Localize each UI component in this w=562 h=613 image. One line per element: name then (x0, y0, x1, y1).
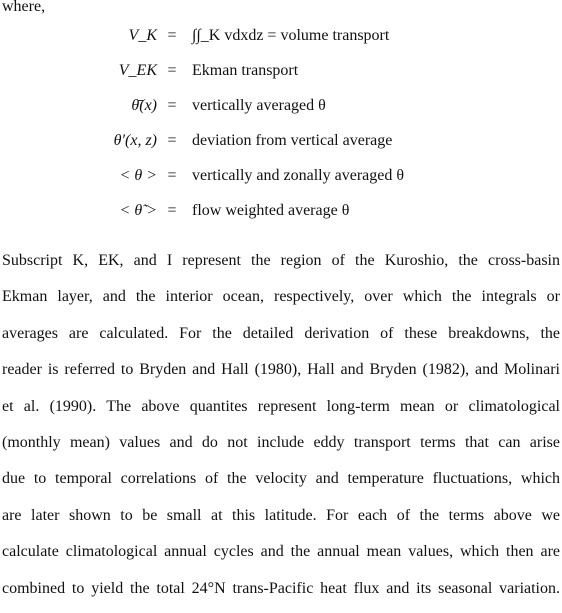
equals-sign: = (167, 202, 177, 219)
definition-description: vertically and zonally averaged θ (192, 167, 405, 184)
definition-description: flow weighted average θ (192, 202, 350, 219)
paragraph-line: Subscript K, EK, and I represent the region of the Kuroshio, the cross-basin (2, 252, 560, 269)
definition-symbol: < θ > (119, 167, 157, 184)
equals-sign: = (167, 97, 177, 114)
definition-symbol: θ′(x, z) (113, 132, 157, 149)
definition-symbol: V_EK (118, 62, 157, 79)
definition-description: ∫∫_K vdxdz = volume transport (192, 27, 390, 44)
definition-symbol: < θ̃ > (119, 202, 157, 219)
definition-description: deviation from vertical average (192, 132, 393, 149)
definition-description: Ekman transport (192, 62, 299, 79)
definition-row (0, 164, 562, 188)
paragraph-line: averages are calculated. For the detailed derivation of these breakdowns, the (2, 324, 560, 342)
equals-sign: = (167, 167, 177, 184)
definition-row (0, 129, 562, 153)
definition-symbol: V_K (128, 27, 157, 44)
paragraph-line: are later shown to be small at this latitude. For each of the terms above we (2, 506, 560, 524)
equals-sign: = (167, 132, 177, 149)
paragraph-line: calculate climatological annual cycles and the annual mean values, which then are (2, 543, 560, 561)
paragraph-line: combined to yield the total 24°N trans-Pacific heat flux and its seasonal variation. (2, 579, 560, 597)
definition-row (0, 24, 562, 48)
equals-sign: = (167, 62, 177, 79)
definition-description: vertically averaged θ (192, 97, 326, 114)
definition-symbol: θ̄(x) (131, 97, 157, 114)
body-paragraph (2, 249, 560, 613)
paragraph-line: et al. (1990). The above quantites represent long-term mean or climatological (2, 397, 560, 415)
paragraph-line: reader is referred to Bryden and Hall (1980), Hall and Bryden (1982), and Molinari (2, 361, 560, 379)
definition-row (0, 94, 562, 118)
definition-row (0, 199, 562, 223)
paragraph-line: Ekman layer, and the interior ocean, respectively, over which the integrals or (2, 288, 560, 306)
paragraph-line: (monthly mean) values and do not include eddy transport terms that can arise (2, 433, 560, 451)
paragraph-line: due to temporal correlations of the velocity and temperature fluctuations, which (2, 470, 560, 488)
intro-text: where, (2, 0, 46, 15)
equals-sign: = (167, 27, 177, 44)
definition-row (0, 59, 562, 83)
